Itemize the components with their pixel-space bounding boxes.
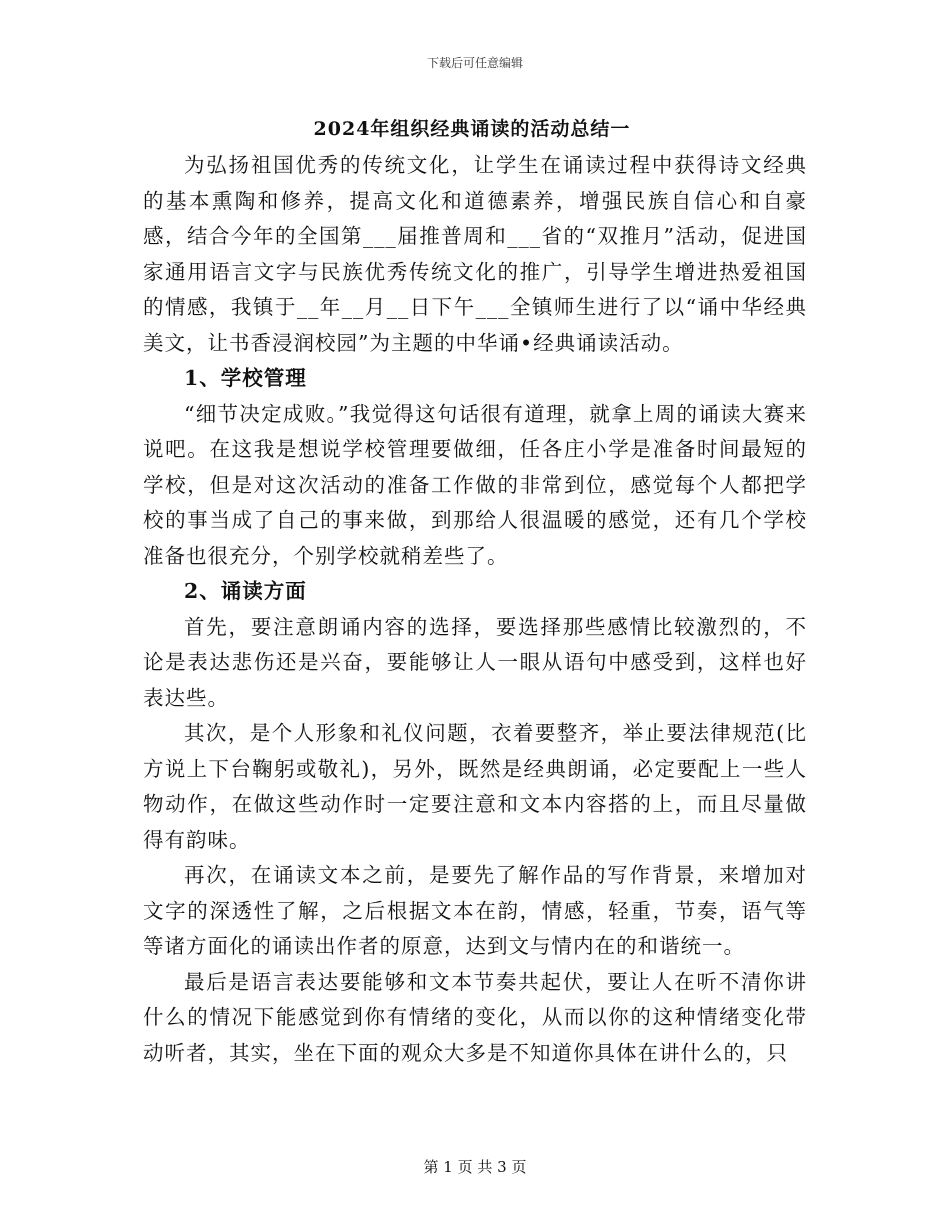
section-heading-recitation: 2、诵读方面: [184, 579, 307, 603]
page-number-footer: 第 1 页 共 3 页: [423, 1158, 527, 1176]
paragraph-recitation-first: 首先，要注意朗诵内容的选择，要选择那些感情比较激烈的，不论是表达悲伤还是兴奋，要能够让人一眼从语句中感受到，这样也好表达些。: [143, 614, 807, 710]
paragraph-school-management: “细节决定成败。”我觉得这句话很有道理，就拿上周的诵读大赛来说吧。在这我是想说学校管理要做细，任各庄小学是准备时间最短的学校，但是对这次活动的准备工作做的非常到位，感觉每个人都把学校的事当成了自己的事来做，到那给人很温暖的感觉，还有几个学校准备也很充分，个别学校就稍差些了。: [143, 401, 807, 568]
paragraph-recitation-third: 再次，在诵读文本之前，是要先了解作品的写作背景，来增加对文字的深透性了解，之后根据文本在韵，情感，轻重，节奏，语气等等诸方面化的诵读出作者的原意，达到文与情内在的和谐统一。: [143, 863, 807, 958]
section-heading-school-management: 1、学校管理: [184, 366, 307, 390]
paragraph-recitation-last: 最后是语言表达要能够和文本节奏共起伏，要让人在听不清你讲什么的情况下能感觉到你有情绪的变化，从而以你的这种情绪变化带动听者，其实，坐在下面的观众大多是不知道你具体在讲什么的，只: [143, 969, 807, 1065]
paragraph-recitation-second: 其次，是个人形象和礼仪问题，衣着要整齐，举止要法律规范(比方说上下台鞠躬或敬礼)，另外，既然是经典朗诵，必定要配上一些人物动作，在做这些动作时一定要注意和文本内容搭的上，而且尽量做得有韵味。: [143, 721, 807, 852]
document-body: [143, 148, 807, 1071]
intro-paragraph: 为弘扬祖国优秀的传统文化，让学生在诵读过程中获得诗文经典的基本熏陶和修养，提高文化和道德素养，增强民族自信心和自豪感，结合今年的全国第___届推普周和___省的“双推月”活动，促进国家通用语言文字与民族优秀传统文化的推广，引导学生增进热爱祖国的情感，我镇于__年__月__日下午___全镇师生进行了以“诵中华经典美文，让书香浸润校园”为主题的中华诵•经典诵读活动。: [143, 153, 807, 355]
page-header-note: 下载后可任意编辑: [426, 56, 523, 70]
document-title: 2024年组织经典诵读的活动总结一: [313, 118, 631, 140]
